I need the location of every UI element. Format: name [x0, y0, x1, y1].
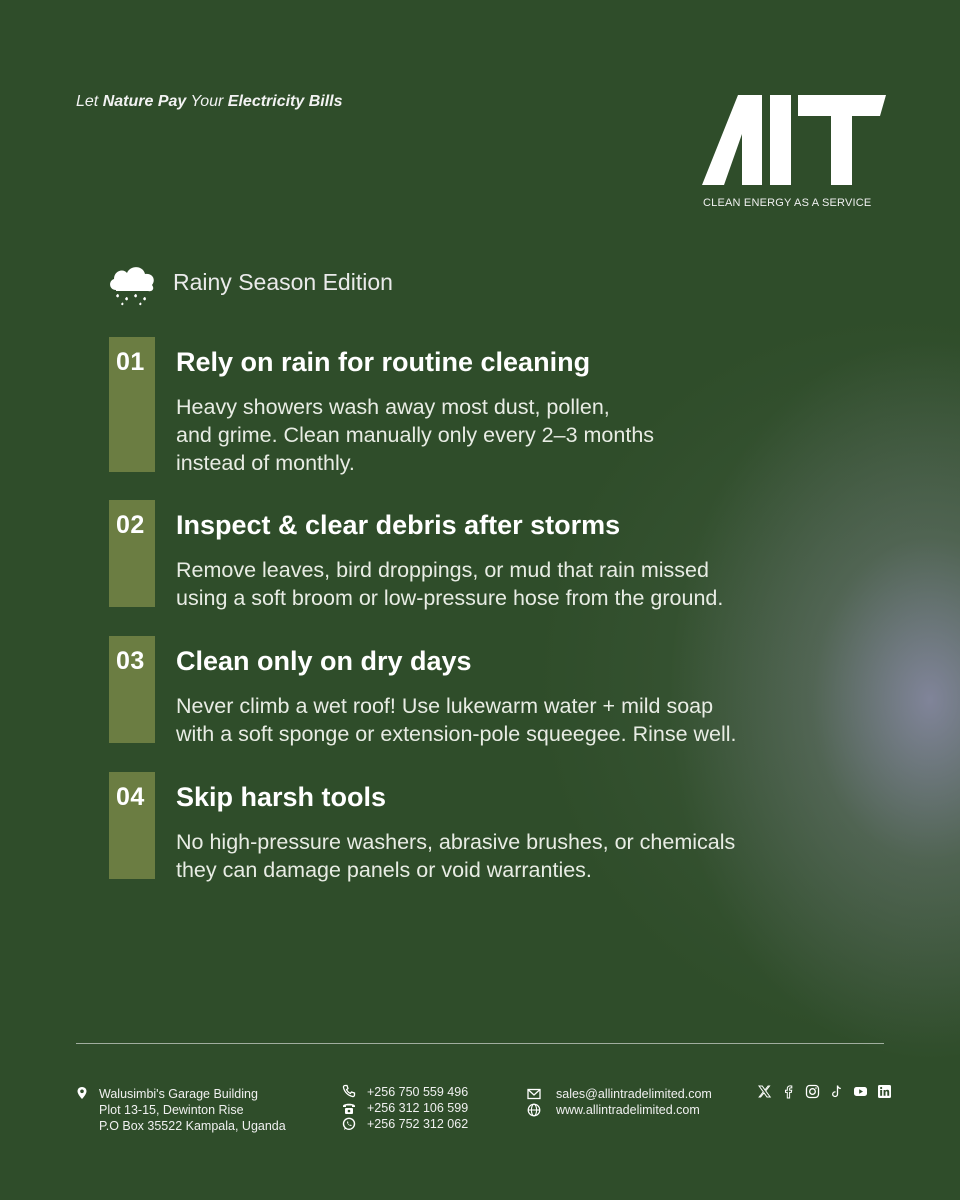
tip-item: [109, 636, 849, 746]
email-icon: [527, 1087, 541, 1101]
tip-body: No high-pressure washers, abrasive brushes, or chemicals they can damage panels or void warranties.: [176, 830, 736, 882]
linkedin-icon[interactable]: [877, 1084, 892, 1099]
facebook-icon[interactable]: [781, 1084, 796, 1099]
tip-number: 03: [116, 647, 145, 675]
rain-cloud-icon: [106, 262, 158, 308]
x-icon[interactable]: [757, 1084, 772, 1099]
tip-item: [109, 337, 849, 475]
tip-title: Rely on rain for routine cleaning: [176, 347, 591, 377]
phone-numbers: [367, 1084, 468, 1132]
tip-number: 04: [116, 783, 145, 811]
youtube-icon[interactable]: [853, 1084, 868, 1099]
tip-title: Clean only on dry days: [176, 646, 472, 676]
phone-link[interactable]: +256 752 312 062: [367, 1117, 469, 1131]
website-link[interactable]: www.allintradelimited.com: [556, 1103, 700, 1117]
email-link[interactable]: sales@allintradelimited.com: [556, 1087, 712, 1101]
telephone-icon: [342, 1101, 356, 1115]
logo-subtitle: CLEAN ENERGY AS A SERVICE: [703, 197, 872, 209]
location-pin-icon: [75, 1086, 89, 1100]
phone-link[interactable]: +256 750 559 496: [367, 1085, 469, 1099]
globe-icon: [527, 1103, 541, 1117]
ait-logo: [700, 92, 890, 192]
tip-body: Remove leaves, bird droppings, or mud that rain missed using a soft broom or low-pressure hose from the ground.: [176, 558, 724, 610]
tagline: Let Nature Pay Your Electricity Bills: [76, 93, 343, 110]
whatsapp-icon: [342, 1117, 356, 1131]
edition-label: Rainy Season Edition: [173, 269, 393, 295]
tip-title: Skip harsh tools: [176, 782, 387, 812]
phone-icon: [342, 1084, 356, 1098]
tip-title: Inspect & clear debris after storms: [176, 510, 621, 540]
tip-item: [109, 500, 849, 610]
tip-body: Heavy showers wash away most dust, pollen, and grime. Clean manually only every 2–3 months instead of monthly.: [176, 395, 655, 475]
phone-link[interactable]: +256 312 106 599: [367, 1101, 469, 1115]
tiktok-icon[interactable]: [829, 1084, 844, 1099]
tip-number: 02: [116, 511, 145, 539]
tip-number: 01: [116, 348, 145, 376]
social-links: [757, 1084, 892, 1099]
instagram-icon[interactable]: [805, 1084, 820, 1099]
footer-divider: [76, 1043, 884, 1044]
tip-item: [109, 772, 849, 882]
tip-body: Never climb a wet roof! Use lukewarm water + mild soap with a soft sponge or extension-pole squeegee. Rinse well.: [176, 694, 737, 746]
address-block: Walusimbi's Garage Building Plot 13-15, Dewinton Rise P.O Box 35522 Kampala, Uganda: [99, 1087, 286, 1133]
